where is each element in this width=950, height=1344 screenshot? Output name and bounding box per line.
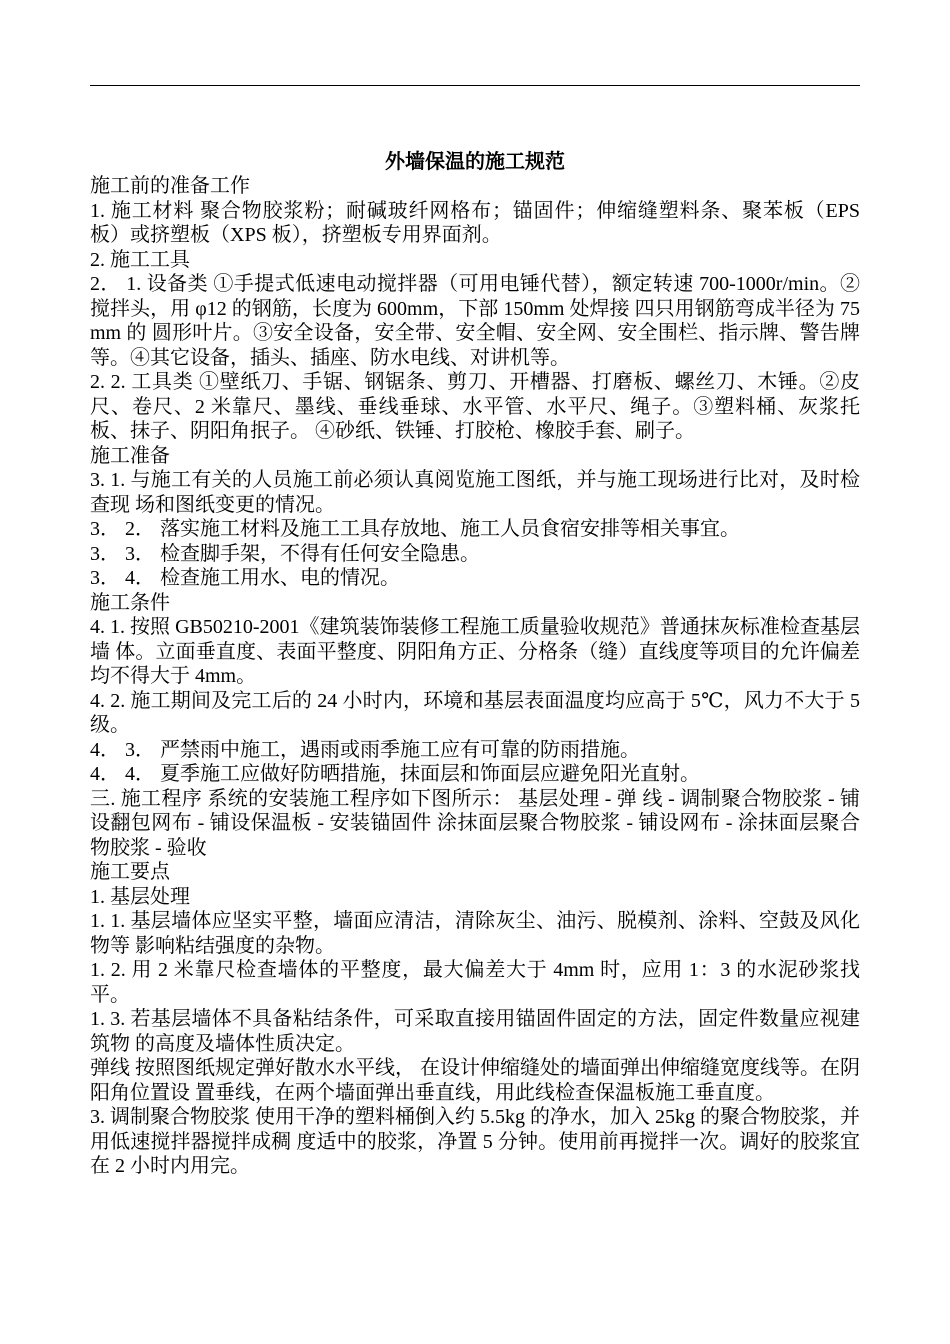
- paragraph-3-2: 3． 2． 落实施工材料及施工工具存放地、施工人员食宿安排等相关事宜。: [90, 518, 740, 540]
- document-title: 外墙保温的施工规范: [385, 149, 565, 173]
- paragraph-construction-procedure: 三. 施工程序 系统的安装施工程序如下图所示： 基层处理 - 弹 线 - 调制聚合物胶浆 - 铺设翻包网布 - 铺设保温板 - 安装锚固件 涂抹面层聚合物胶浆 - 铺设网布 - 涂抹面层聚合物胶浆 - 验收: [90, 787, 860, 859]
- paragraph-3-3: 3． 3． 检查脚手架，不得有任何安全隐患。: [90, 542, 480, 565]
- paragraph-1-2: 1. 2. 用 2 米靠尺检查墙体的平整度，最大偏差大于 4mm 时，应用 1：3 的水泥砂浆找平。: [90, 959, 860, 1006]
- paragraph-base-treatment-heading: 1. 基层处理: [90, 885, 190, 908]
- header-rule: [90, 85, 860, 86]
- paragraph-mix-mortar: 3. 调制聚合物胶浆 使用干净的塑料桶倒入约 5.5kg 的净水，加入 25kg 的聚合物胶浆，并用低速搅拌器搅拌成稠 度适中的胶浆，净置 5 分钟。使用前再搅拌一次。调好的胶浆宜在 2 小时内用完。: [90, 1106, 860, 1177]
- section-heading-key-points: 施工要点: [90, 861, 170, 883]
- paragraph-4-1: 4. 1. 按照 GB50210-2001《建筑装饰装修工程施工质量验收规范》普通抹灰标准检查基层墙 体。立面垂直度、表面平整度、阴阳角方正、分格条（缝）直线度等项目的允许偏差均不得大于 4mm。: [90, 616, 860, 687]
- paragraph-1-1: 1. 1. 基层墙体应坚实平整，墙面应清洁，清除灰尘、油污、脱模剂、涂料、空鼓及风化物等 影响粘结强度的杂物。: [90, 910, 860, 957]
- paragraph-1-3: 1. 3. 若基层墙体不具备粘结条件，可采取直接用锚固件固定的方法，固定件数量应视建筑物 的高度及墙体性质决定。: [90, 1008, 860, 1055]
- paragraph-4-2: 4. 2. 施工期间及完工后的 24 小时内，环境和基层表面温度均应高于 5℃，风力不大于 5 级。: [90, 689, 860, 736]
- section-heading-preparation-work: 施工前的准备工作: [90, 175, 250, 197]
- paragraph-line-marking: 弹线 按照图纸规定弹好散水水平线， 在设计伸缩缝处的墙面弹出伸缩缝宽度线等。在阴阳角位置设 置垂线，在两个墙面弹出垂直线，用此线检查保温板施工垂直度。: [90, 1057, 860, 1104]
- paragraph-materials: 1. 施工材料 聚合物胶浆粉；耐碱玻纤网格布；锚固件；伸缩缝塑料条、聚苯板（EPS 板）或挤塑板（XPS 板），挤塑板专用界面剂。: [90, 199, 860, 246]
- paragraph-3-4: 3． 4． 检查施工用水、电的情况。: [90, 567, 400, 589]
- paragraph-4-3: 4． 3． 严禁雨中施工，遇雨或雨季施工应有可靠的防雨措施。: [90, 738, 640, 761]
- section-heading-construction-conditions: 施工条件: [90, 591, 170, 614]
- document-body: [90, 174, 860, 1179]
- paragraph-3-1: 3. 1. 与施工有关的人员施工前必须认真阅览施工图纸，并与施工现场进行比对，及时检查现 场和图纸变更的情况。: [90, 469, 860, 516]
- paragraph-tools-heading: 2. 施工工具: [90, 248, 190, 271]
- paragraph-equipment: 2． 1. 设备类 ①手提式低速电动搅拌器（可用电锤代替），额定转速 700-1000r/min。②搅拌头，用 φ12 的钢筋，长度为 600mm，下部 150mm 处焊接 四只用钢筋弯成半径为 75mm 的 圆形叶片。③安全设备，安全带、安全帽、安全网、安全围栏、指示牌、警告牌等。④其它设备，插头、插座、防水电线、对讲机等。: [90, 273, 860, 369]
- section-heading-construction-preparation: 施工准备: [90, 444, 170, 467]
- paragraph-hand-tools: 2. 2. 工具类 ①壁纸刀、手锯、钢锯条、剪刀、开槽器、打磨板、螺丝刀、木锤。②皮尺、卷尺、2 米靠尺、墨线、垂线垂球、水平管、水平尺、绳子。③塑料桶、灰浆托板、抹子、阴阳角抿子。 ④砂纸、铁锤、打胶枪、橡胶手套、刷子。: [90, 371, 860, 442]
- paragraph-4-4: 4． 4． 夏季施工应做好防晒措施，抹面层和饰面层应避免阳光直射。: [90, 763, 700, 785]
